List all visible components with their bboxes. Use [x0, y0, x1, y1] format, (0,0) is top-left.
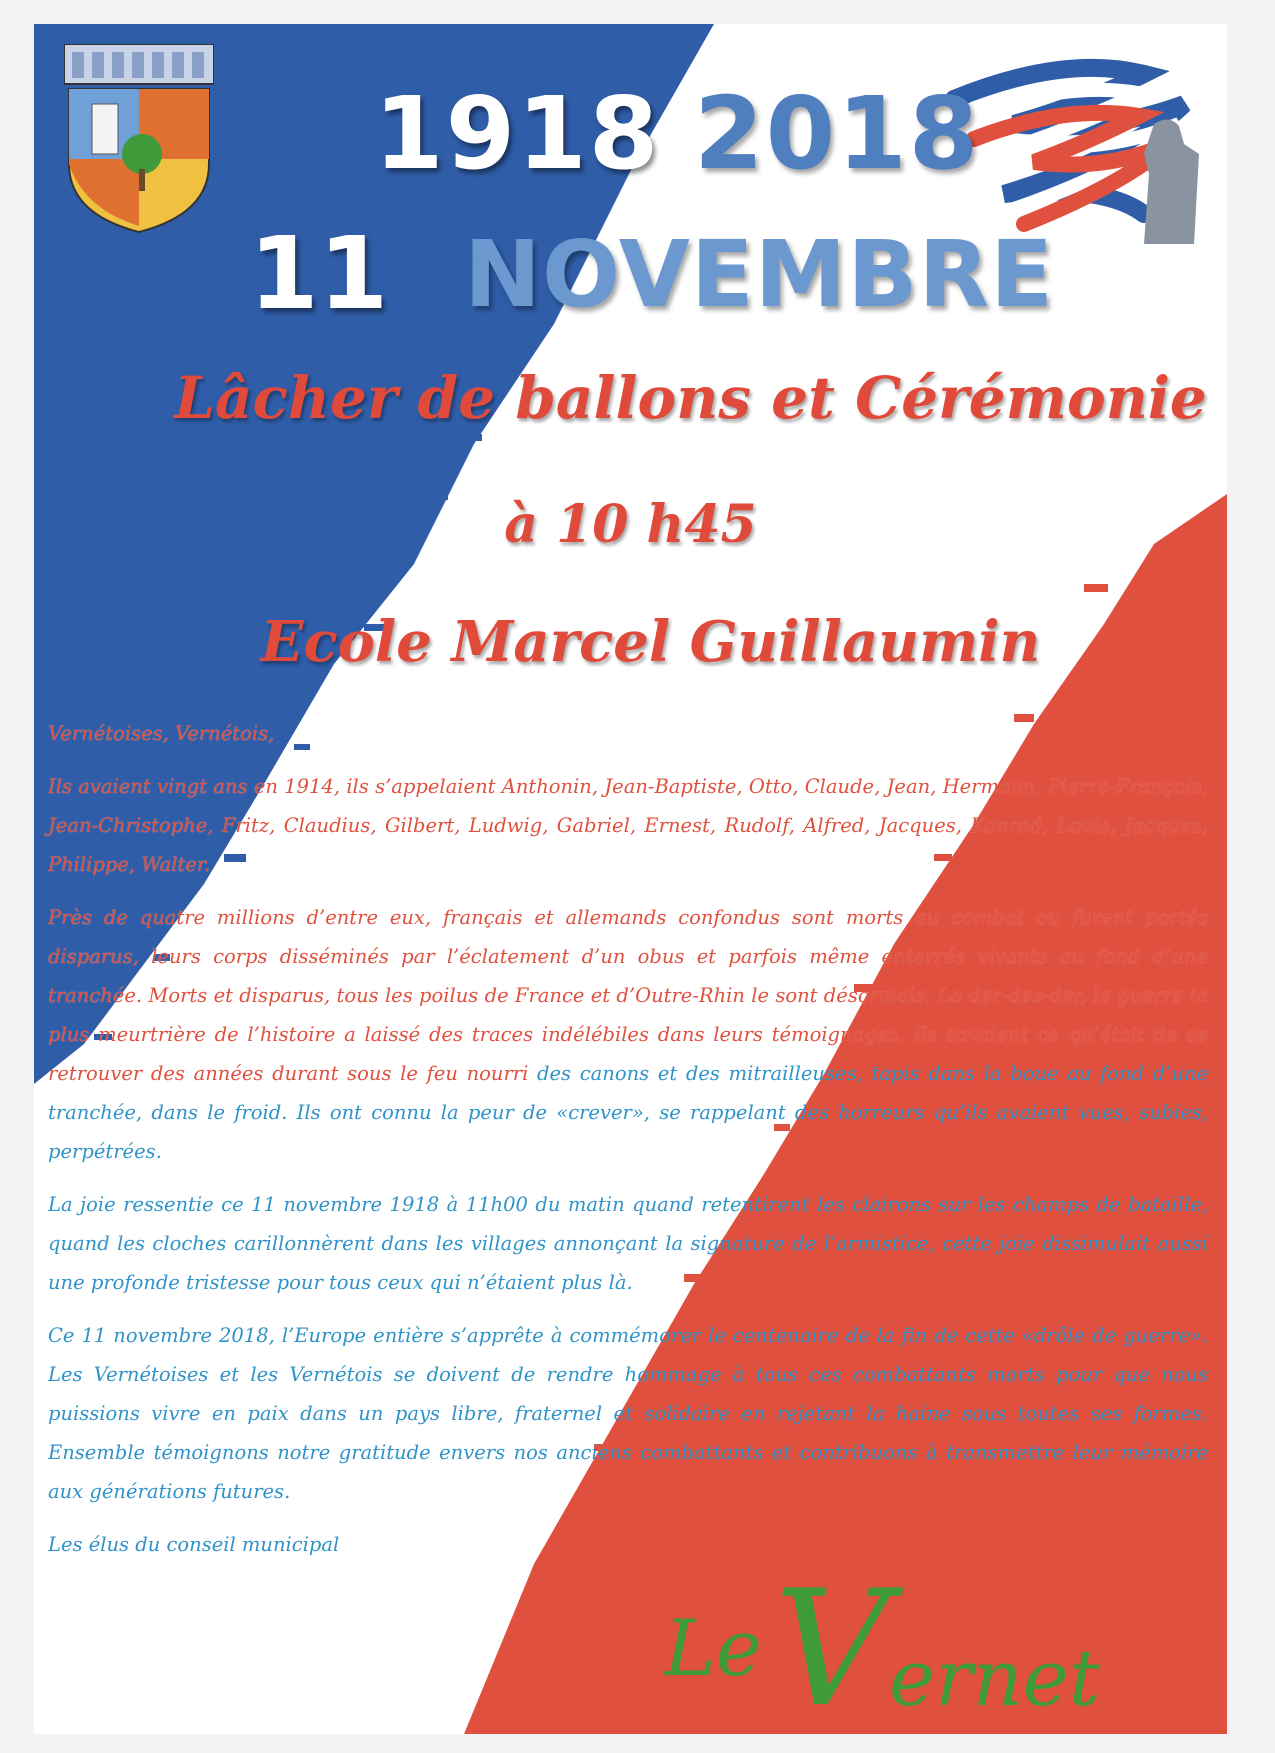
letter-paragraph-names: Ils avaient vingt ans en 1914, ils s’appelaient Anthonin, Jean-Baptiste, Otto, Claude, Jean, Hermann, Pierre-François, Jean-Christophe, Fritz, Claudius, Gilbert, Ludwig, Gabriel, Ernest, Rudolf, Alfred, Jacques, Konrad, Louis, Jacques, Philippe, Walter.	[48, 775, 1208, 876]
losses-text-red: Près de quatre millions d’entre eux, français et allemands confondus sont morts au combat ou furent portés disparus, leurs corps disséminés par l’éclatement d’un obus et parfois même enterrés vivants au fond d’une tranchée. Morts et disparus, tous les poilus de France et d’Outre-Rhin le sont désormais. La der-des-der, la guerre la plus meurtrière de l’histoire a laissé des traces indélébiles dans leurs témoignages. Ils savaient ce qu’était de se retrouver des années durant sous le feu nourri	[48, 906, 1208, 1085]
letter-paragraph-armistice: La joie ressentie ce 11 novembre 1918 à 11h00 du matin quand retentirent les clairons sur les champs de bataille, quand les cloches carillonnèrent dans les villages annonçant la signature de l’armistice, cette joie dissimulait aussi une profonde tristesse pour tous ceux qui n’étaient plus là.	[48, 1193, 1208, 1294]
letter-paragraph-centenary: Ce 11 novembre 2018, l’Europe entière s’apprête à commémorer le centenaire de la fin de cette «drôle de guerre». Les Vernétoises et les Vernétois se doivent de rendre hommage à tous ces combattants morts pour que nous puissions vivre en paix dans un pays libre, fraternel et solidaire en rejetant la haine sous toutes ses formes. Ensemble témoignons notre gratitude envers nos anciens combattants et contribuons à transmettre leur mémoire aux générations futures.	[48, 1324, 1208, 1503]
coat-of-arms-icon	[64, 44, 214, 234]
event-time: à 10 h45	[504, 494, 757, 555]
letter-paragraph-losses	[48, 898, 1208, 1171]
letter-greeting: Vernétoises, Vernétois,	[48, 722, 275, 745]
month-name: NOVEMBRE	[464, 221, 1055, 328]
losses-text-blue: des canons et des mitrailleuses, tapis dans la boue au fond d’une tranchée, dans le froid. Ils ont connu la peur de «crever», se rappelant des horreurs qu’ils avaient vues, subies, perpétrées.	[48, 1062, 1208, 1163]
poster	[34, 24, 1227, 1734]
logo-v: V	[774, 1555, 890, 1734]
logo-ernet: ernet	[889, 1634, 1101, 1724]
soldier-statue-icon	[1144, 119, 1199, 244]
year-end: 2018	[694, 75, 981, 192]
logo-le: Le	[664, 1604, 762, 1694]
day-number: 11	[249, 215, 389, 332]
year-start: 1918	[374, 75, 661, 192]
letter-body	[48, 714, 1208, 1578]
event-title: Lâcher de ballons et Cérémonie	[174, 364, 1207, 432]
event-location: Ecole Marcel Guillaumin	[260, 609, 1041, 675]
tricolor-ribbon-icon	[944, 44, 1224, 244]
letter-signature: Les élus du conseil municipal	[48, 1533, 340, 1556]
